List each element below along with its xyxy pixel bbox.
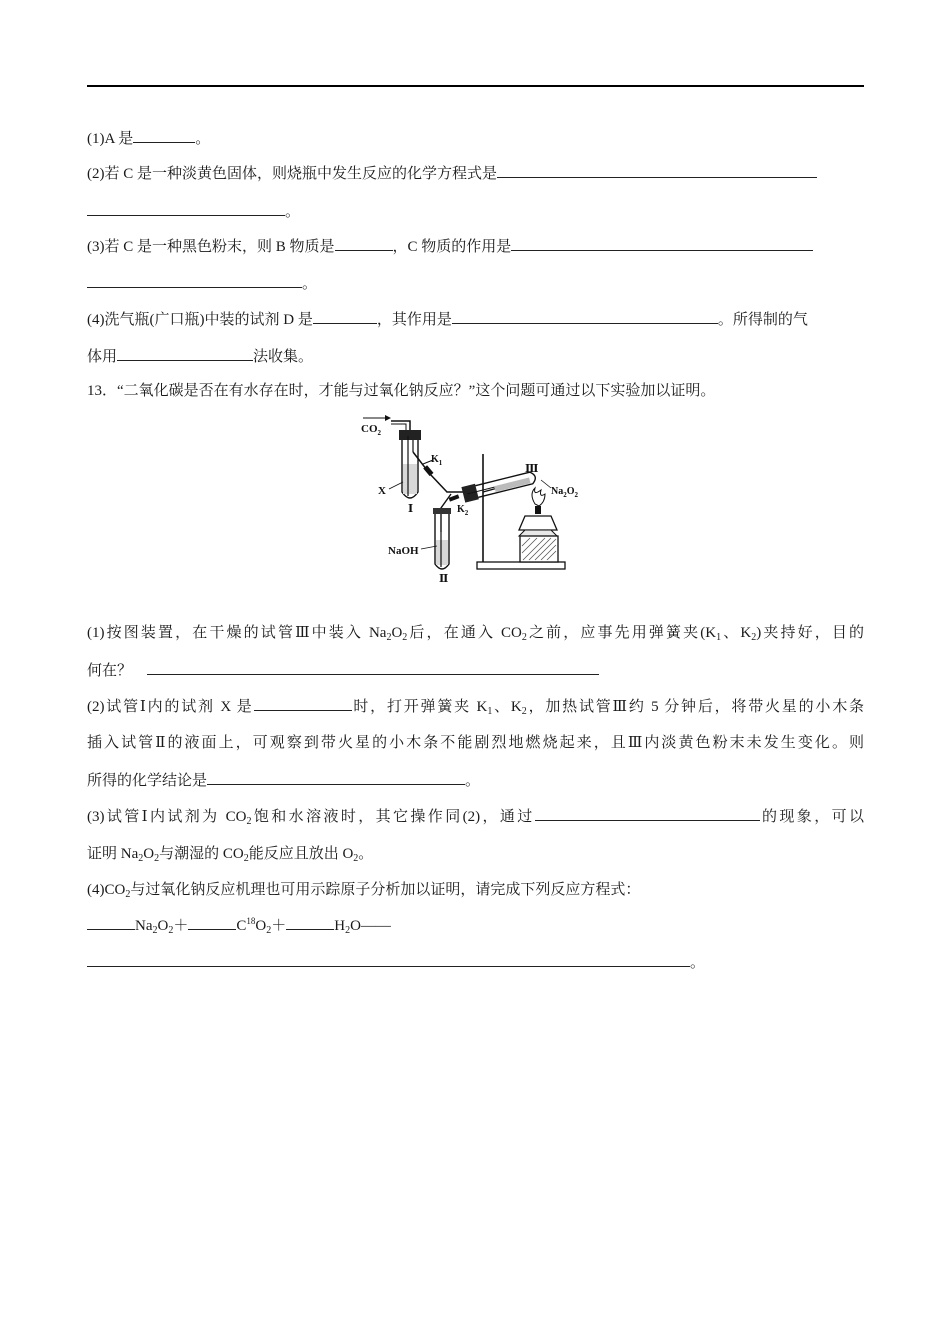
reaction-products-line: 。 — [87, 952, 705, 973]
q13-part2-cont2: 所得的化学结论是 。 — [87, 770, 480, 791]
q12-part2: (2)若 C 是一种淡黄色固体，则烧瓶中发生反应的化学方程式是 — [87, 163, 817, 184]
answer-blank[interactable] — [147, 660, 599, 675]
answer-blank[interactable] — [133, 128, 195, 143]
answer-blank[interactable] — [335, 236, 393, 251]
answer-blank[interactable] — [117, 346, 253, 361]
answer-blank[interactable] — [452, 309, 718, 324]
k2-label: $K_2$ — [457, 504, 469, 517]
answer-blank[interactable] — [207, 770, 465, 785]
answer-blank[interactable] — [511, 236, 813, 251]
header-rule — [87, 85, 864, 87]
tube-2-label: Ⅱ — [439, 573, 449, 585]
q12-part3-cont: 。 — [87, 273, 317, 294]
alcohol-lamp — [519, 506, 557, 536]
answer-blank[interactable] — [535, 806, 760, 821]
q13-part1: (1)按图装置，在干燥的试管Ⅲ中装入 $Na_2O_2$后，在通入 $CO_2$之前，应事先用弹簧夹($K_1$、$K_2$)夹持好，目的 — [87, 625, 864, 643]
test-tube-2 — [433, 508, 451, 569]
answer-blank[interactable] — [313, 309, 377, 324]
coefficient-blank[interactable] — [286, 915, 334, 930]
support-block — [520, 536, 558, 562]
q13-intro: 13．“二氧化碳是否在有水存在时，才能与过氧化钠反应？”这个问题可通过以下实验加以证明。 — [87, 383, 716, 399]
reaction-equation: $Na_2O_2+ C^{18}O_2+$ $H_2O——$ — [87, 915, 391, 936]
na2o2-label: $Na_2O_2$ — [551, 486, 579, 499]
co2-label: $CO_2$ — [361, 423, 381, 437]
q13-part2-cont: 插入试管Ⅱ的液面上，可观察到带火星的小木条不能剧烈地燃烧起来，且Ⅲ内淡黄色粉末未发生变化。则 — [87, 735, 864, 751]
q12-part4: (4)洗气瓶(广口瓶)中装的试剂 D 是 ，其作用是 。所得制的气 — [87, 309, 808, 330]
answer-blank[interactable] — [497, 163, 817, 178]
answer-blank[interactable] — [87, 201, 285, 216]
q13-part3: (3)试管Ⅰ内试剂为 $CO_2$饱和水溶液时，其它操作同(2)，通过 的现象，可以 — [87, 806, 864, 827]
x-label: X — [378, 485, 386, 497]
k1-label: $K_1$ — [431, 454, 443, 467]
coefficient-blank[interactable] — [87, 915, 135, 930]
answer-blank[interactable] — [254, 696, 352, 711]
tube-1-label: Ⅰ — [408, 503, 414, 515]
coefficient-blank[interactable] — [188, 915, 236, 930]
naoh-label: NaOH — [388, 545, 419, 557]
apparatus-diagram — [355, 412, 595, 587]
q12-part2-cont: 。 — [87, 201, 300, 222]
q13-part2: (2)试管Ⅰ内的试剂 X 是 时，打开弹簧夹 $K_1$、$K_2$，加热试管Ⅲ约 5 分钟后，将带火星的小木条 — [87, 696, 864, 717]
q12-part1: (1)A 是 。 — [87, 128, 210, 149]
answer-blank[interactable] — [87, 952, 690, 967]
q12-part3: (3)若 C 是一种黑色粉末，则 B 物质是 ，C 物质的作用是 — [87, 236, 813, 257]
q13-part4: $(4)CO_2$与过氧化钠反应机理也可用示踪原子分析加以证明，请完成下列反应方程式： — [87, 882, 641, 900]
tube-3-label: Ⅲ — [525, 463, 539, 475]
q13-part3-cont: 证明 $Na_2O_2$与潮湿的 $CO_2$能反应且放出 $O_2$。 — [87, 846, 374, 864]
q12-part4-cont: 体用 法收集。 — [87, 346, 313, 367]
test-tube-1 — [399, 430, 421, 498]
q13-part1-cont: 何在？ — [87, 660, 599, 681]
answer-blank[interactable] — [87, 273, 302, 288]
flame-icon — [532, 488, 545, 506]
